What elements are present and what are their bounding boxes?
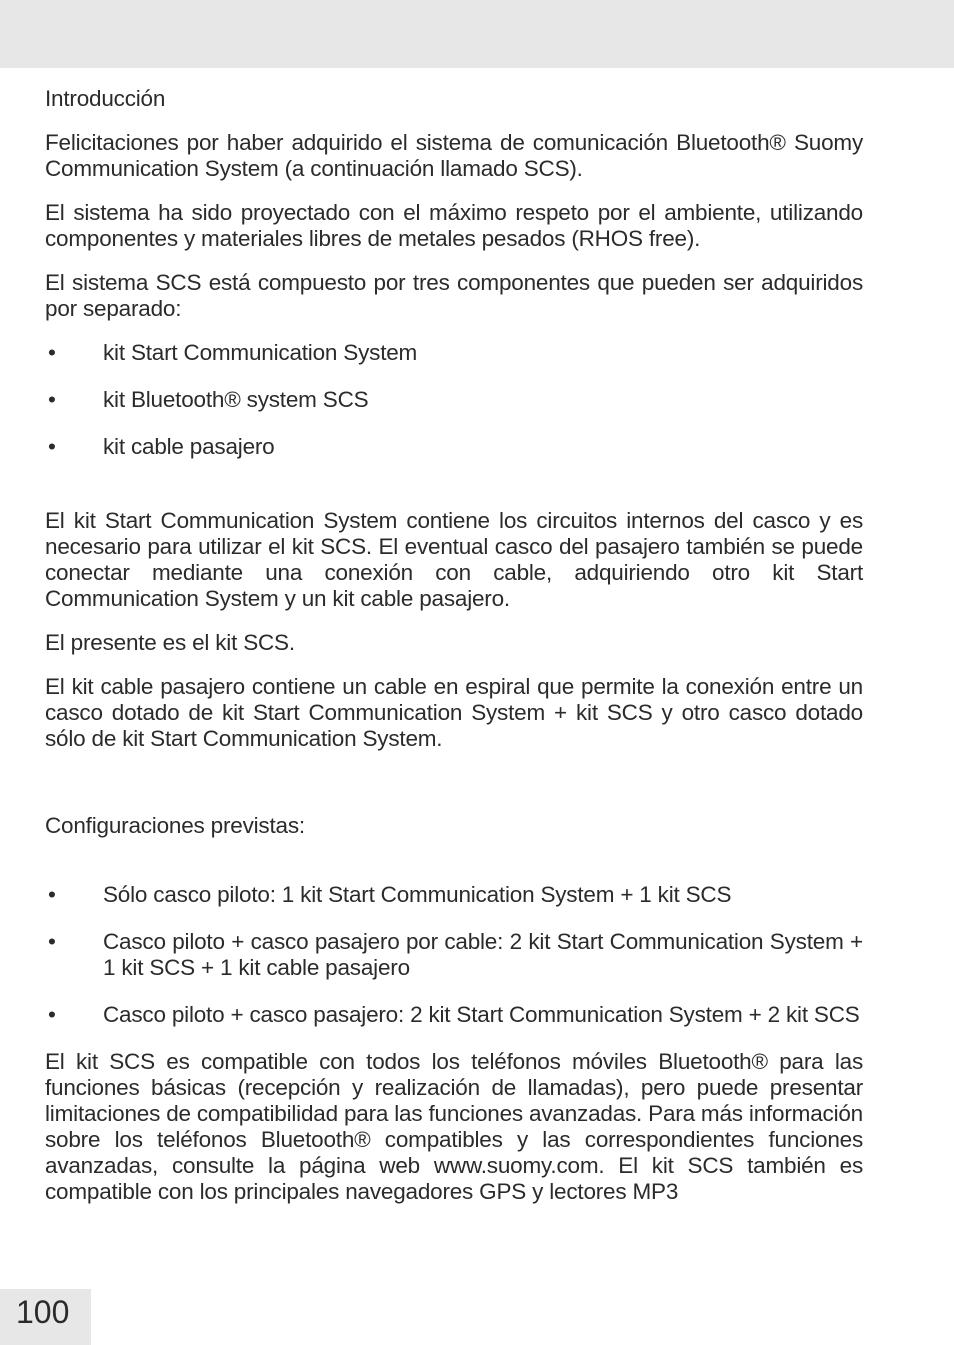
bullet-icon: • (48, 387, 56, 412)
list-item (45, 929, 863, 981)
components-list (45, 340, 863, 460)
page-number: 100 (0, 1289, 91, 1345)
intro-paragraph-3: El sistema SCS está compuesto por tres componentes que pueden ser adquiridos por separado: (45, 270, 863, 321)
bullet-icon: • (48, 929, 56, 954)
document-body (45, 86, 863, 1223)
list-item-text: Sólo casco piloto: 1 kit Start Communication System + 1 kit SCS (103, 882, 732, 907)
header-band (0, 0, 954, 68)
list-item (45, 387, 863, 413)
closing-paragraph: El kit SCS es compatible con todos los teléfonos móviles Bluetooth® para las funciones básicas (recepción y realización de llamadas), pero puede presentar limitaciones de compatibilidad para las funciones avanzadas. Para más información sobre los teléfonos Bluetooth® compatibles y las correspondientes funciones avanzadas, consulte la página web www.suomy.com. El kit SCS también es compatible con los principales navegadores GPS y lectores MP3 (45, 1049, 863, 1204)
section-heading: Introducción (45, 86, 166, 111)
bullet-icon: • (48, 882, 56, 907)
list-item (45, 882, 863, 908)
body-paragraph-2: El presente es el kit SCS. (45, 630, 295, 655)
bullet-icon: • (48, 434, 56, 459)
list-item-text: kit cable pasajero (103, 434, 275, 459)
list-item-text: kit Start Communication System (103, 340, 418, 365)
list-item (45, 434, 863, 460)
list-item-text: Casco piloto + casco pasajero: 2 kit Start Communication System + 2 kit SCS (103, 1002, 860, 1027)
list-item (45, 340, 863, 366)
list-item (45, 1002, 863, 1028)
list-item-text: kit Bluetooth® system SCS (103, 387, 369, 412)
body-paragraph-3: El kit cable pasajero contiene un cable en espiral que permite la conexión entre un casco dotado de kit Start Communication System + kit SCS y otro casco dotado sólo de kit Start Communication System. (45, 674, 863, 751)
intro-paragraph-1: Felicitaciones por haber adquirido el sistema de comunicación Bluetooth® Suomy Communication System (a continuación llamado SCS). (45, 130, 863, 181)
bullet-icon: • (48, 340, 56, 365)
configurations-list (45, 882, 863, 1028)
bullet-icon: • (48, 1002, 56, 1027)
config-heading: Configuraciones previstas: (45, 813, 305, 838)
intro-paragraph-2: El sistema ha sido proyectado con el máximo respeto por el ambiente, utilizando componentes y materiales libres de metales pesados (RHOS free). (45, 200, 863, 251)
list-item-text: Casco piloto + casco pasajero por cable: 2 kit Start Communication System + 1 kit SCS + 1 kit cable pasajero (103, 929, 863, 980)
body-paragraph-1: El kit Start Communication System contiene los circuitos internos del casco y es necesario para utilizar el kit SCS. El eventual casco del pasajero también se puede conectar mediante una conexión con cable, adquiriendo otro kit Start Communication System y un kit cable pasajero. (45, 508, 863, 611)
